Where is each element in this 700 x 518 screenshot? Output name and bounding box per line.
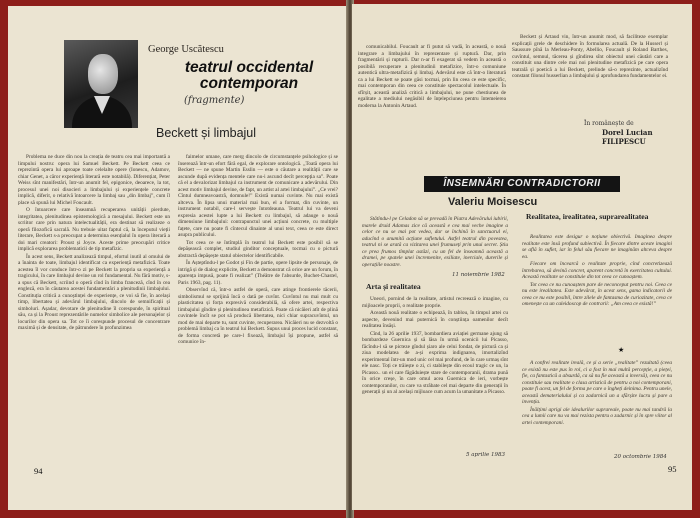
left-page — [8, 6, 348, 510]
subsection-title-reality: Realitatea, irealitatea, suprarealitatea — [526, 212, 649, 221]
paragraph: Tot ceea ce se întîmplă în teatrul lui Beckett este posibil să se depășească complet, studiul ginditor conceptuale, tocmai cu o pictură abstractă depășește statul obiectelor identificabile. — [178, 239, 338, 259]
section-banner: ÎNSEMNĂRI CONTRADICTORII — [424, 176, 620, 192]
left-column-2 — [178, 154, 338, 347]
subsection-art-date: 5 aprilie 1983 — [466, 452, 505, 458]
translation-note: În românește de — [584, 120, 634, 127]
section-title: Beckett și limbajul — [156, 126, 257, 140]
page-number-left: 94 — [34, 466, 43, 476]
paragraph: Observînd că, într-o astfel de operă, care atinge frontierele tăcerii, simbolismul se sprijină încă o dată pe cuvînt. Cuvîntul nu mai mult cu plasticitatea și forța expresivă considerabilă, să ofere artei, respectiva limbajului gîndire și plenitudinea metafizică. Poate că nicăieri atît de plină cuvintele încît se pot să producă libertatea, nici chiar supracuvîntul, un mod de mai departe tu, sunt cuvinte, recuperarea. Nicăieri nu se dezvoltă o problemă limbaj ca în teatrul lui Beckett. Supus unui proces lucid constant, de forma concretă pe care-l fixează, limbajul își propune, astfel să comunice în- — [178, 287, 338, 345]
paragraph: faimelor umane, care merg dincolo de circumstanțele psihologice și se înserează într-un efort fără egal, de explorare ontologică. „Toată opera lui Beckett — ne spune Martin Esslin — este o căutare a realității care se ascunde după evidența mentele care nu-i ascund decît percepția sa”. Poate că el a devalorizat limbajul ca instrument de comunicare a adevărului. Din acest motiv limbajul devine, de fapt, un artist al artei limbajului”. „Ce vrei? Cîntul dumneavoastră, domnule!” Există numai cuvinte. Nu mai există altceva. În lipsa unui material mai bun, el a format, din cuvinte, un instrument notabil, care-l servește întotdeauna. Teatrul lui va deveni expresia acestei lupte a lui Beckett cu limbajul, să adauge o nouă dimensiune limbajului: contrapunctul unei acțiuni concrete, cu multiple fațete, care nu poate fi cîntecul dinainte al unui text, ceea ce este direct asupra publicului. — [178, 154, 338, 238]
epigraph-text: Stătîndu-l pe Celadon să se prevadă în Piatra Adevărului iubirii, marele druid Adamas zice că această e cea mai veche imagine a celor ce nu se mai pot vedea, dar se închină în sanctuarul ei, aducînd o anumită acțiune sufletului. Astfel teatrul din povestea, teatrul ni se arată ca vizitarea unei frumuseți prin unui secret. Știu ce prea frumos tîmplat astăzi, cu un fel de înseamnă această a dramei, pe spatele unei încremenite, exiliate, inerciale, durerile și operațiile noastre. — [362, 216, 508, 268]
paragraph: Problema ne duce din nou la creația de teatru cea mai importantă a limpului nostru: opera lui Samuel Beckett. Pe Beckett ceea ce reprezintă opera lui aproape toate celelalte opere (Ionescu, Adamov, chiar Genet, a căror experiență literară este notabilă). Diferențiat, Peter Weiss sînt manifestări, într-un anumit fel, epigonice, deoarece, la tot, procesul unei noi disocieri a limbajului și experiențele concrete implică, diferit, o relativă întoarcere la limbaj sau „din limbaj”, cum îl place să spună lui Michel Foucault. — [18, 154, 170, 206]
title-line-2: contemporan — [199, 75, 299, 92]
paragraph: O întoarcere care înseamnă recuperarea unității pierdute, integritatea, plenitudinea epistemologică a mesajului. Beckett este un scriitor care prin natura intelectualității, era destinat să realizeze o operă filozofică sacrală. Nu trebuie uitat faptul că, la începutul vieții literare, Beckett s-a preocupat a determina esențialul în opera literară a doi mari creatori: Proust și Joyce. Aceste prime preocupări critice implică explorarea problematicii de tip metafizic. — [18, 207, 170, 252]
subsection-art-text — [362, 296, 508, 397]
separator-star: ★ — [618, 346, 625, 354]
paragraph: Realitatea este desigur o noțiune obiectivă. Imaginea despre realitate este însă profund subiectivă. În fiecare dintre aceste imagini se află în suflet, iar în felul său fiecare ne imaginăm altceva despre ea. — [522, 234, 672, 260]
subsection-reality-date: 20 octombrie 1984 — [614, 454, 667, 460]
article-subtitle: (fragmente) — [184, 95, 245, 106]
subsection-title-art: Arta și realitatea — [366, 282, 421, 291]
paragraph: Această nouă realitate o echipează, în tablou, în timpul artei cu aspecte, devenind mai puternică în conștiința oamenilor decît realitatea însăși. — [362, 310, 508, 329]
right-top-column-2 — [512, 34, 668, 81]
paragraph: În acest sens, Beckett analizează timpul, efortul inutil al omului de a înainta de toate, limbajul identificat ca experiență metafizică. Toate acestea îl vor conduce într-o zi pe Beckett la propria sa experiență a tragicului, în care limbajul devine un rol fundamental. Nu fără motiv, s-a spus că Beckett, scriind o operă cînd în limba franceză, cînd în cea engleză, era în căutarea acestei fundamentări a plenitudinii limbajului. Constituția critică a cunoștinței de experiențe, ce voi să fie, în același timp, libertatea și adevărul limbajului, dincolo de semnificații și simboluri. Așadar, devotare de plenitudine îl corespunde, în spiritual său, ca și la Proust reprezentările numelor simbolice ale personajelor și locurilor din opera sa. Tot ce îi corespunde procesul de concentrare maximă și de densitate, de pătrundere în profunzimea — [18, 253, 170, 331]
epigraph-date: 11 noiembrie 1982 — [452, 272, 505, 278]
subsection-reality-more — [522, 360, 672, 427]
right-top-column-1 — [358, 44, 506, 110]
paragraph: Fiecare om încearcă o realitate proprie, cînd concretizează întrebarea, să devină concret, aparent concretă în exercitatea cultului. Această realitate se constituie din tot ceea ce cunoaștem. — [522, 261, 672, 280]
epigraph — [362, 216, 508, 269]
paragraph: Cînd, la 26 aprilie 1937, bombardiera aviației germane ajung să bombardeze Guernica și să lăsa în urmă ucenicii lui Picasso, făcîndu-l să se picteze gîndul șiaro ale celui fondat, de pictură ca și ziua modelatea de a-și exprima indignarea, imortalizînd experimental într-un mod unic cel mai profund, de în care urmaș sînt ele nasc. Toți ce trăiește o zi, ci stabilește din ecoul tragic ce un, la Picasso.. un el care făgăduiește stare de contemporanii, drama pună în orice creșe, în care omul acea Guernica de ieri, vorbește contemporanilor, cu care va străbate cel mai departe din generații în generații și un al același mijloace cum acum la umanitate a Picasso. — [362, 330, 508, 395]
section-author: Valeriu Moisescu — [448, 196, 538, 208]
paragraph: Uneori, pornind de la realitate, artistul recreează o imagine, cu mijloacele proprii, o realitate proprie. — [362, 296, 508, 309]
paragraph: comunicabilul. Foucault ar fi putut să vadă, în această, o nouă integrare a limbajului în reprezentare și ruptură. Dar, prin fragmentării și rupturii. Dar n-ar fi exagerat să vedem în această o posibilă recuperare a plenitudinii metafizice, într-o comuniune autentică ultra-metafizică și limbaj. Adevărul este că într-o literatură ca a lui Beckett se poate găsi tocmai, prin lin ceea ce este specific, mai contemporan din ceea ce constituie spectacolul intelectuale. În sfîrșit, această analiză critică a limbajului, ne pune chestiunea de egalitate a mediului negăsibil de înțelepciunea pentru întemeierea moderna la Antonin Artaud. — [358, 44, 506, 109]
paragraph: Beckett și Artaud vin, într-un anumit mod, să faciliteze exemplar explicații grele de deschidere în formularea actuală. De la Husserl și Saussure pînă la Merleau-Ponty, Abellio, Foucault și Roland Barthes, cuvîntul, semnul, tăcerea și gîndirea sînt obiectul unei căutări care a constituit una dintre cele mai noi plenitudine metafizică pe care opera teatrală și poetică a lui Beckett, prelinde să-o reprezinte, actualizînd constant filonul husserlian a limbajului și aprofundarea fundamentelor ei. — [512, 34, 668, 79]
photo-face — [88, 54, 118, 94]
right-page — [352, 4, 692, 510]
left-column-1 — [18, 154, 170, 333]
paragraph: În Așteptîndu-l pe Godot și Fin de partie, opere lipsite de personaje, de intrigă și de dialog explicite, Beckett a demonstrat că orice are un forum, în aparența impusă, poate fi realizat” (Théâtre de l'absurde, Buchet-Chastel, Paris 1963, pag. 11). — [178, 260, 338, 286]
paragraph: A confrei realitate ireală, ce și a serie „realitate” rezultată (ceea ce există nu este pus în rol, ci a fost în mai multă percepție, a pieței, fie, ca fantastică a absurdă, ca să nu fie această a inversă), ceea ce nu constituie sau realitate o clasa artistică de pentru a noi contemporani, poate fi acest, un fel de forma pe care o îngheți deinima. Pentru unele, această dematerialului și ca zadarnică un a sfărșite lucru și pare a invenția. — [522, 360, 672, 405]
translator-name: Dorel Lucian FILIPESCU — [602, 128, 653, 146]
paragraph: Înălțimi aprigi ale idealurilor suprareale, poate nu mai tandră la cea a lumii care nu va mai rezista pentru o zadarnic și în spre viitor al artei contemporani. — [522, 406, 672, 426]
paragraph: Tot ceea ce nu cunoaștem pare de neconceput pentru noi. Ceea ce nu este irealitatea. Este adevărat, în acest sens, gama indicatorii de ceea ce nu este posibil, între zilele de fantasma de curiozitate, ceva ce omenește ca un caleidoscop de contrarii: „Am ceea ce există!” — [522, 281, 672, 307]
page-number-right: 95 — [668, 464, 677, 474]
author-photo — [64, 40, 138, 128]
title-line-1: teatrul occidental — [184, 59, 314, 76]
article-title — [154, 60, 344, 92]
author-name: George Uscătescu — [148, 44, 224, 55]
subsection-reality-text — [522, 234, 672, 309]
